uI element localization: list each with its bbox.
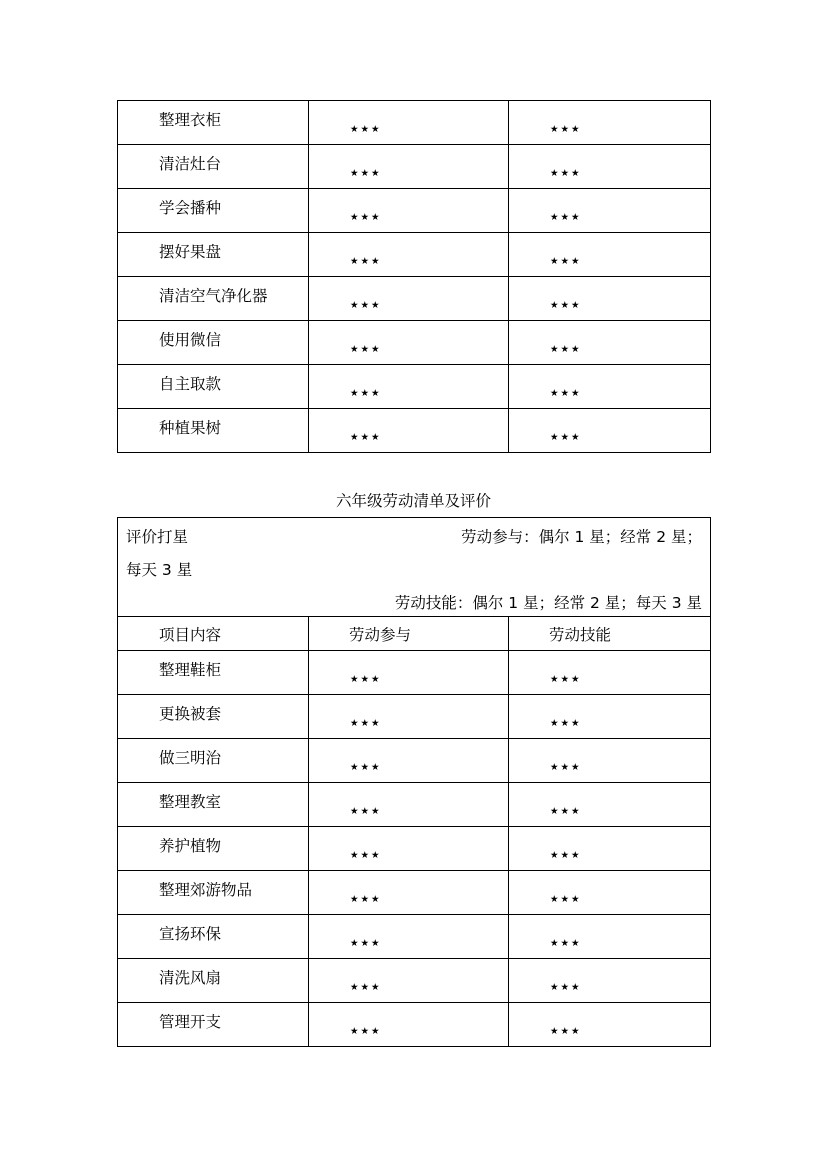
- participation-stars: ★★★: [350, 762, 382, 773]
- skill-cell: [509, 233, 711, 277]
- skill-stars: ★★★: [550, 894, 582, 905]
- skill-cell: [509, 321, 711, 365]
- skill-cell: [509, 827, 711, 871]
- table-row: [118, 409, 711, 453]
- participation-cell: [309, 101, 509, 145]
- item-cell: 养护植物: [118, 827, 309, 871]
- participation-cell: [309, 233, 509, 277]
- participation-cell: [309, 871, 509, 915]
- table-row: [118, 783, 711, 827]
- skill-cell: [509, 651, 711, 695]
- header-row: [118, 617, 711, 651]
- participation-cell: [309, 651, 509, 695]
- skill-cell: [509, 695, 711, 739]
- skill-stars: ★★★: [550, 674, 582, 685]
- table-row: [118, 101, 711, 145]
- participation-stars: ★★★: [350, 982, 382, 993]
- skill-stars: ★★★: [550, 388, 582, 399]
- table-row: [118, 871, 711, 915]
- participation-criteria: 劳动参与：偶尔 1 星；经常 2 星；: [461, 528, 703, 546]
- table-row: [118, 695, 711, 739]
- skill-cell: [509, 409, 711, 453]
- skill-stars: ★★★: [550, 212, 582, 223]
- grade6-table-title: 六年级劳动清单及评价: [335, 492, 491, 510]
- participation-stars: ★★★: [350, 300, 382, 311]
- table-row: [118, 321, 711, 365]
- skill-stars: ★★★: [550, 256, 582, 267]
- item-cell: 使用微信: [118, 321, 309, 365]
- skill-stars: ★★★: [550, 1026, 582, 1037]
- skill-cell: [509, 145, 711, 189]
- participation-stars: ★★★: [350, 850, 382, 861]
- participation-cell: [309, 321, 509, 365]
- skill-stars: ★★★: [550, 982, 582, 993]
- rating-criteria-cell: [118, 518, 711, 617]
- item-cell: 种植果树: [118, 409, 309, 453]
- participation-cell: [309, 695, 509, 739]
- participation-stars: ★★★: [350, 674, 382, 685]
- skill-stars: ★★★: [550, 344, 582, 355]
- skill-stars: ★★★: [550, 432, 582, 443]
- table-row: [118, 827, 711, 871]
- item-cell: 宣扬环保: [118, 915, 309, 959]
- item-cell: 管理开支: [118, 1003, 309, 1047]
- skill-stars: ★★★: [550, 806, 582, 817]
- participation-stars: ★★★: [350, 344, 382, 355]
- participation-cell: [309, 1003, 509, 1047]
- participation-cell: [309, 959, 509, 1003]
- skill-cell: [509, 101, 711, 145]
- participation-stars: ★★★: [350, 894, 382, 905]
- table-row: [118, 739, 711, 783]
- participation-stars: ★★★: [350, 212, 382, 223]
- skill-cell: [509, 189, 711, 233]
- table-row: [118, 651, 711, 695]
- participation-stars: ★★★: [350, 432, 382, 443]
- skill-stars: ★★★: [550, 124, 582, 135]
- column-header-item: 项目内容: [118, 617, 309, 651]
- item-cell: 整理鞋柜: [118, 651, 309, 695]
- participation-cell: [309, 915, 509, 959]
- table-row: [118, 189, 711, 233]
- participation-stars: ★★★: [350, 124, 382, 135]
- table-row: [118, 1003, 711, 1047]
- participation-cell: [309, 409, 509, 453]
- item-cell: 自主取款: [118, 365, 309, 409]
- table-row: [118, 365, 711, 409]
- skill-cell: [509, 871, 711, 915]
- grade5-labor-table: [117, 100, 711, 453]
- skill-criteria: 劳动技能：偶尔 1 星；经常 2 星；每天 3 星: [394, 594, 703, 612]
- table-row: [118, 145, 711, 189]
- table-row: [118, 915, 711, 959]
- participation-stars: ★★★: [350, 388, 382, 399]
- item-cell: 清洁灶台: [118, 145, 309, 189]
- skill-stars: ★★★: [550, 718, 582, 729]
- skill-stars: ★★★: [550, 850, 582, 861]
- item-cell: 摆好果盘: [118, 233, 309, 277]
- participation-stars: ★★★: [350, 1026, 382, 1037]
- item-cell: 整理衣柜: [118, 101, 309, 145]
- skill-stars: ★★★: [550, 938, 582, 949]
- grade6-labor-table: [117, 517, 711, 1047]
- item-cell: 整理教室: [118, 783, 309, 827]
- skill-stars: ★★★: [550, 300, 582, 311]
- participation-cell: [309, 189, 509, 233]
- item-cell: 更换被套: [118, 695, 309, 739]
- skill-cell: [509, 277, 711, 321]
- item-cell: 做三明治: [118, 739, 309, 783]
- participation-stars: ★★★: [350, 256, 382, 267]
- rating-row: [118, 518, 711, 617]
- participation-cell: [309, 739, 509, 783]
- column-header-participation: 劳动参与: [309, 617, 509, 651]
- participation-stars: ★★★: [350, 806, 382, 817]
- skill-stars: ★★★: [550, 762, 582, 773]
- skill-stars: ★★★: [550, 168, 582, 179]
- skill-cell: [509, 365, 711, 409]
- participation-cell: [309, 783, 509, 827]
- skill-cell: [509, 739, 711, 783]
- item-cell: 学会播种: [118, 189, 309, 233]
- participation-cell: [309, 145, 509, 189]
- participation-stars: ★★★: [350, 718, 382, 729]
- participation-stars: ★★★: [350, 168, 382, 179]
- skill-cell: [509, 915, 711, 959]
- skill-cell: [509, 1003, 711, 1047]
- skill-cell: [509, 783, 711, 827]
- participation-cell: [309, 365, 509, 409]
- participation-stars: ★★★: [350, 938, 382, 949]
- skill-cell: [509, 959, 711, 1003]
- table-row: [118, 233, 711, 277]
- item-cell: 清洗风扇: [118, 959, 309, 1003]
- item-cell: 整理郊游物品: [118, 871, 309, 915]
- rating-label: 评价打星: [126, 528, 189, 546]
- participation-cell: [309, 827, 509, 871]
- participation-cell: [309, 277, 509, 321]
- column-header-skill: 劳动技能: [509, 617, 711, 651]
- table-row: [118, 959, 711, 1003]
- table-row: [118, 277, 711, 321]
- participation-criteria-continued: 每天 3 星: [126, 561, 193, 579]
- item-cell: 清洁空气净化器: [118, 277, 309, 321]
